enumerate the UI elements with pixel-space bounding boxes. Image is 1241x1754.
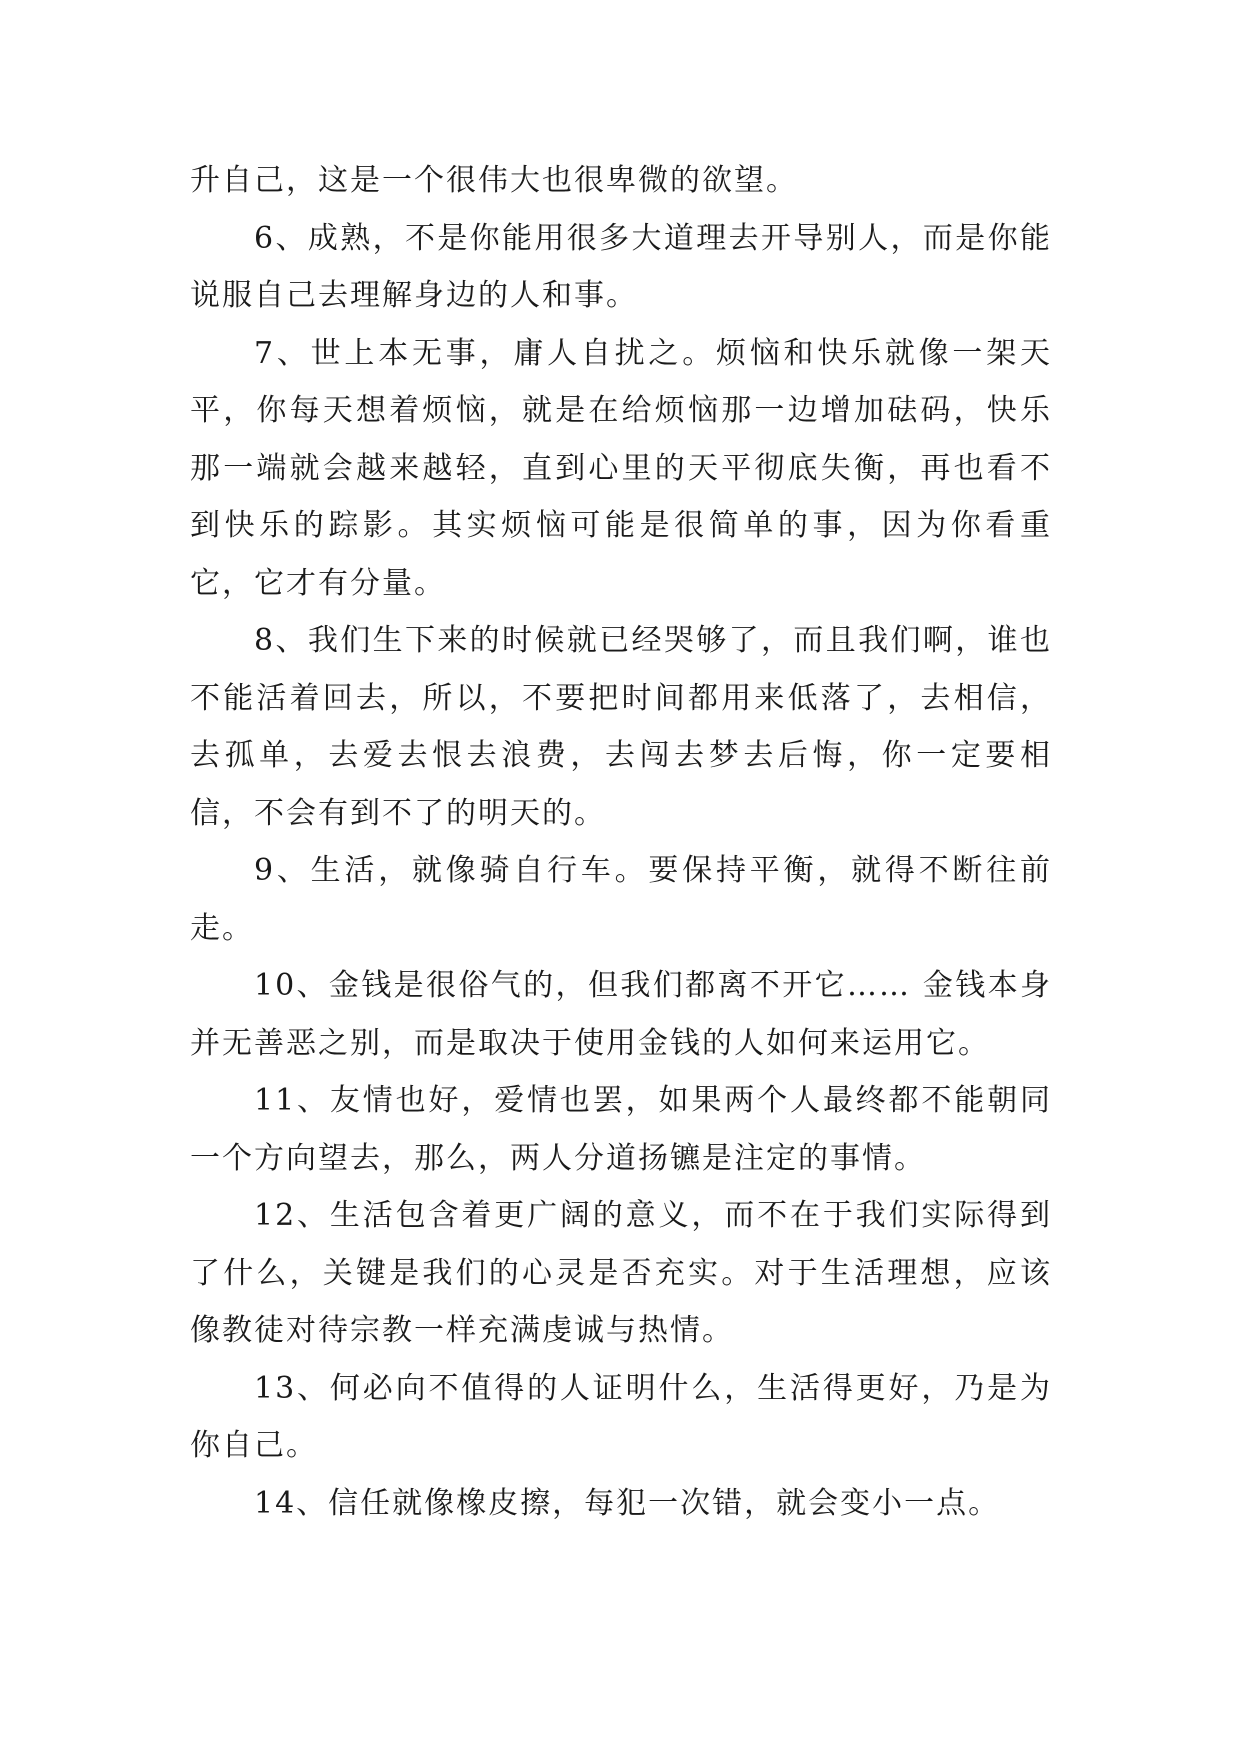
paragraph-item-14: 14、信任就像橡皮擦，每犯一次错，就会变小一点。 (254, 1485, 1001, 1521)
paragraph-continued: 升自己，这是一个很伟大也很卑微的欲望。 (190, 163, 798, 198)
paragraph-item-9: 9、生活，就像骑自行车。要保持平衡，就得不断往前走。 (190, 853, 1052, 946)
paragraph-item-6: 6、成熟，不是你能用很多大道理去开导别人，而是你能说服自己去理解身边的人和事。 (190, 220, 1052, 313)
paragraph-item-7: 7、世上本无事，庸人自扰之。烦恼和快乐就像一架天平，你每天想着烦恼，就是在给烦恼那一边增加砝码，快乐那一端就会越来越轻，直到心里的天平彻底失衡，再也看不到快乐的踪影。其实烦恼可能是很简单的事，因为你看重它，它才有分量。 (190, 335, 1052, 601)
paragraph-item-10: 10、金钱是很俗气的，但我们都离不开它…… 金钱本身并无善恶之别，而是取决于使用金钱的人如何来运用它。 (190, 968, 1052, 1061)
paragraph-item-8: 8、我们生下来的时候就已经哭够了，而且我们啊，谁也不能活着回去，所以，不要把时间都用来低落了，去相信，去孤单，去爱去恨去浪费，去闯去梦去后悔，你一定要相信，不会有到不了的明天的。 (190, 623, 1052, 831)
paragraph-item-11: 11、友情也好，爱情也罢，如果两个人最终都不能朝同一个方向望去，那么，两人分道扬镳是注定的事情。 (190, 1083, 1052, 1176)
paragraph-item-12: 12、生活包含着更广阔的意义，而不在于我们实际得到了什么，关键是我们的心灵是否充实。对于生活理想，应该像教徒对待宗教一样充满虔诚与热情。 (190, 1198, 1052, 1348)
paragraph-item-13: 13、何必向不值得的人证明什么，生活得更好，乃是为你自己。 (190, 1370, 1052, 1463)
document-body (190, 152, 1052, 1532)
